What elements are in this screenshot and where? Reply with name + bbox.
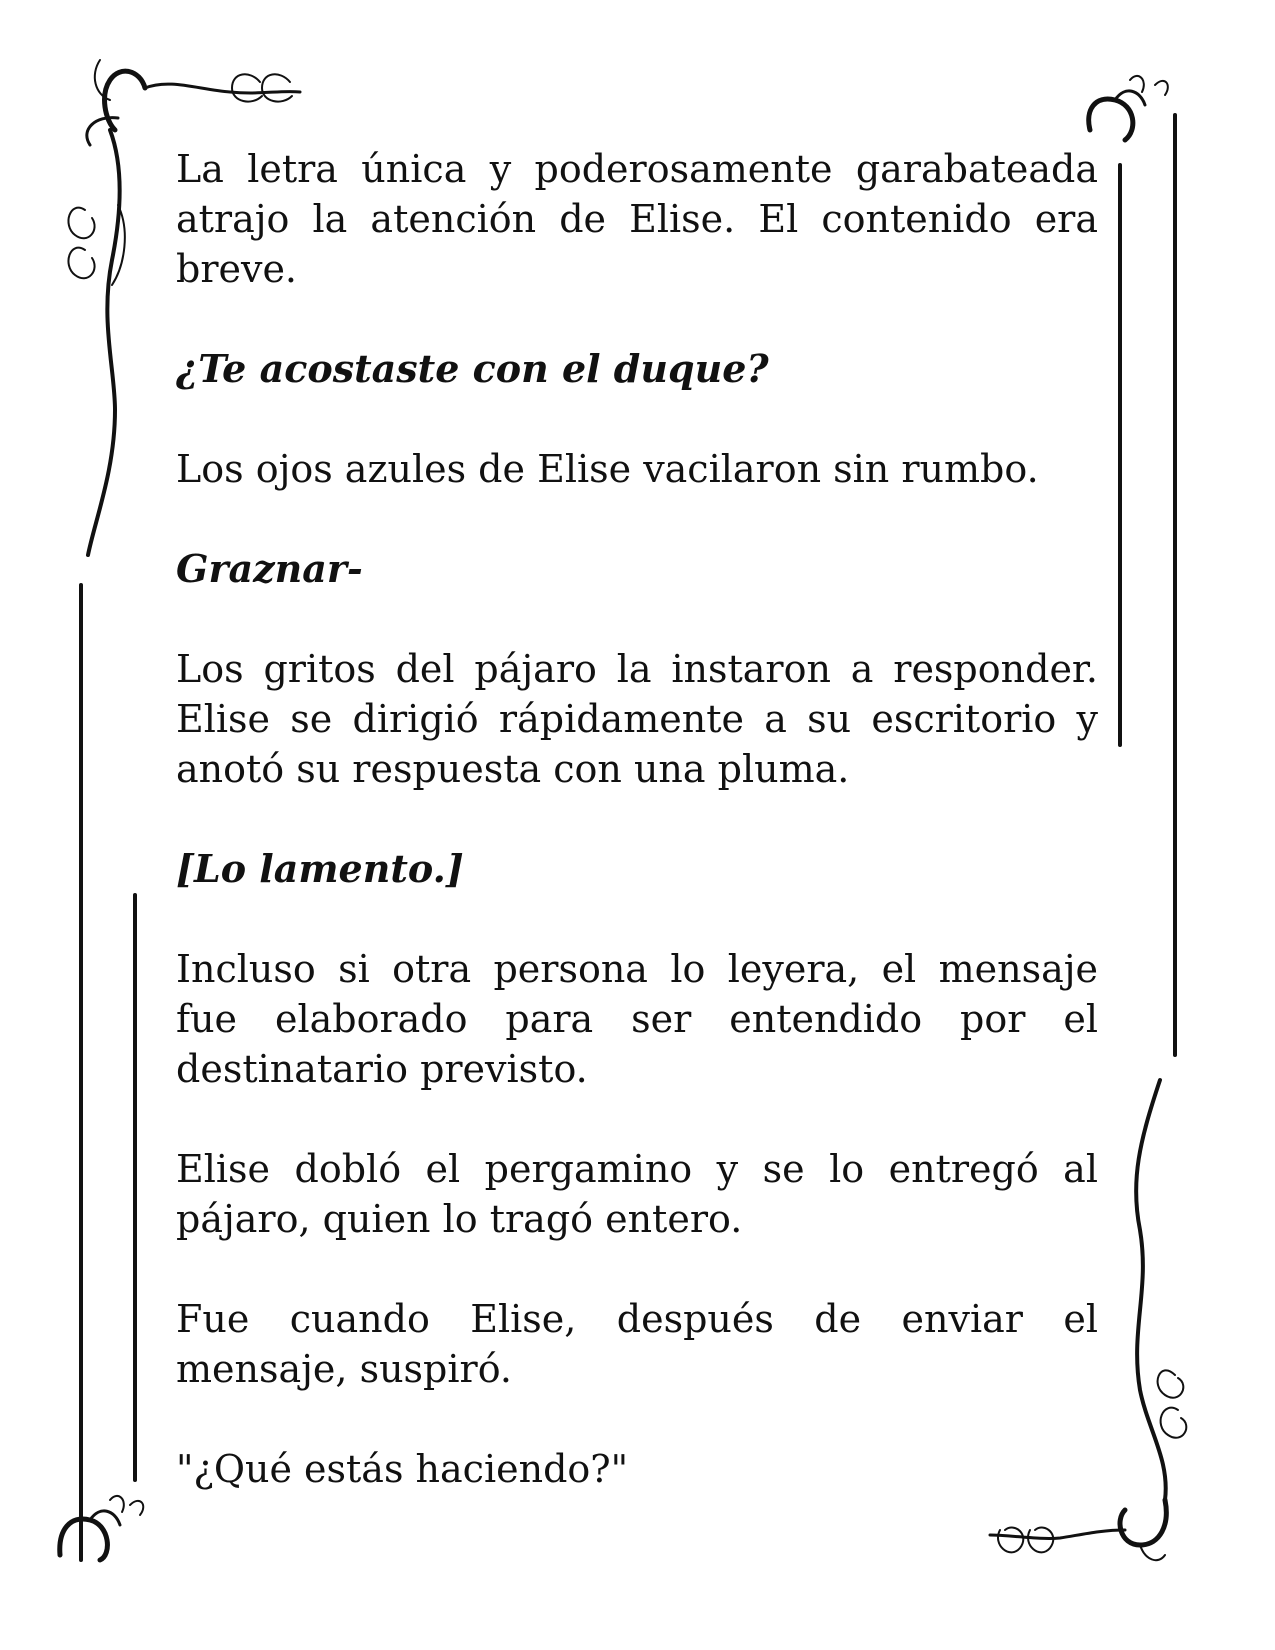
paragraph-10: "¿Qué estás haciendo?" xyxy=(176,1447,629,1491)
paragraph-3: Los ojos azules de Elise vacilaron sin rumbo. xyxy=(176,447,1039,491)
paragraph-6-italic: [Lo lamento.] xyxy=(176,846,464,891)
top-right-flourish-icon xyxy=(1089,76,1168,140)
paragraph-2-italic: ¿Te acostaste con el duque? xyxy=(176,346,769,391)
paragraph-5: Los gritos del pájaro la instaron a responder. Elise se dirigió rápidamente a su escritorio y anotó su respuesta con una pluma. xyxy=(176,647,1098,791)
paragraph-4-italic: Graznar- xyxy=(176,546,363,591)
paragraph-9: Fue cuando Elise, después de enviar el mensaje, suspiró. xyxy=(176,1297,1098,1391)
bottom-left-flourish-icon xyxy=(60,1496,143,1560)
paragraph-1: La letra única y poderosamente garabateada atrajo la atención de Elise. El contenido era breve. xyxy=(176,147,1098,291)
paragraph-7: Incluso si otra persona lo leyera, el mensaje fue elaborado para ser entendido por el destinatario previsto. xyxy=(176,947,1098,1091)
page-text xyxy=(176,144,1098,1544)
paragraph-8: Elise dobló el pergamino y se lo entregó al pájaro, quien lo tragó entero. xyxy=(176,1147,1098,1241)
